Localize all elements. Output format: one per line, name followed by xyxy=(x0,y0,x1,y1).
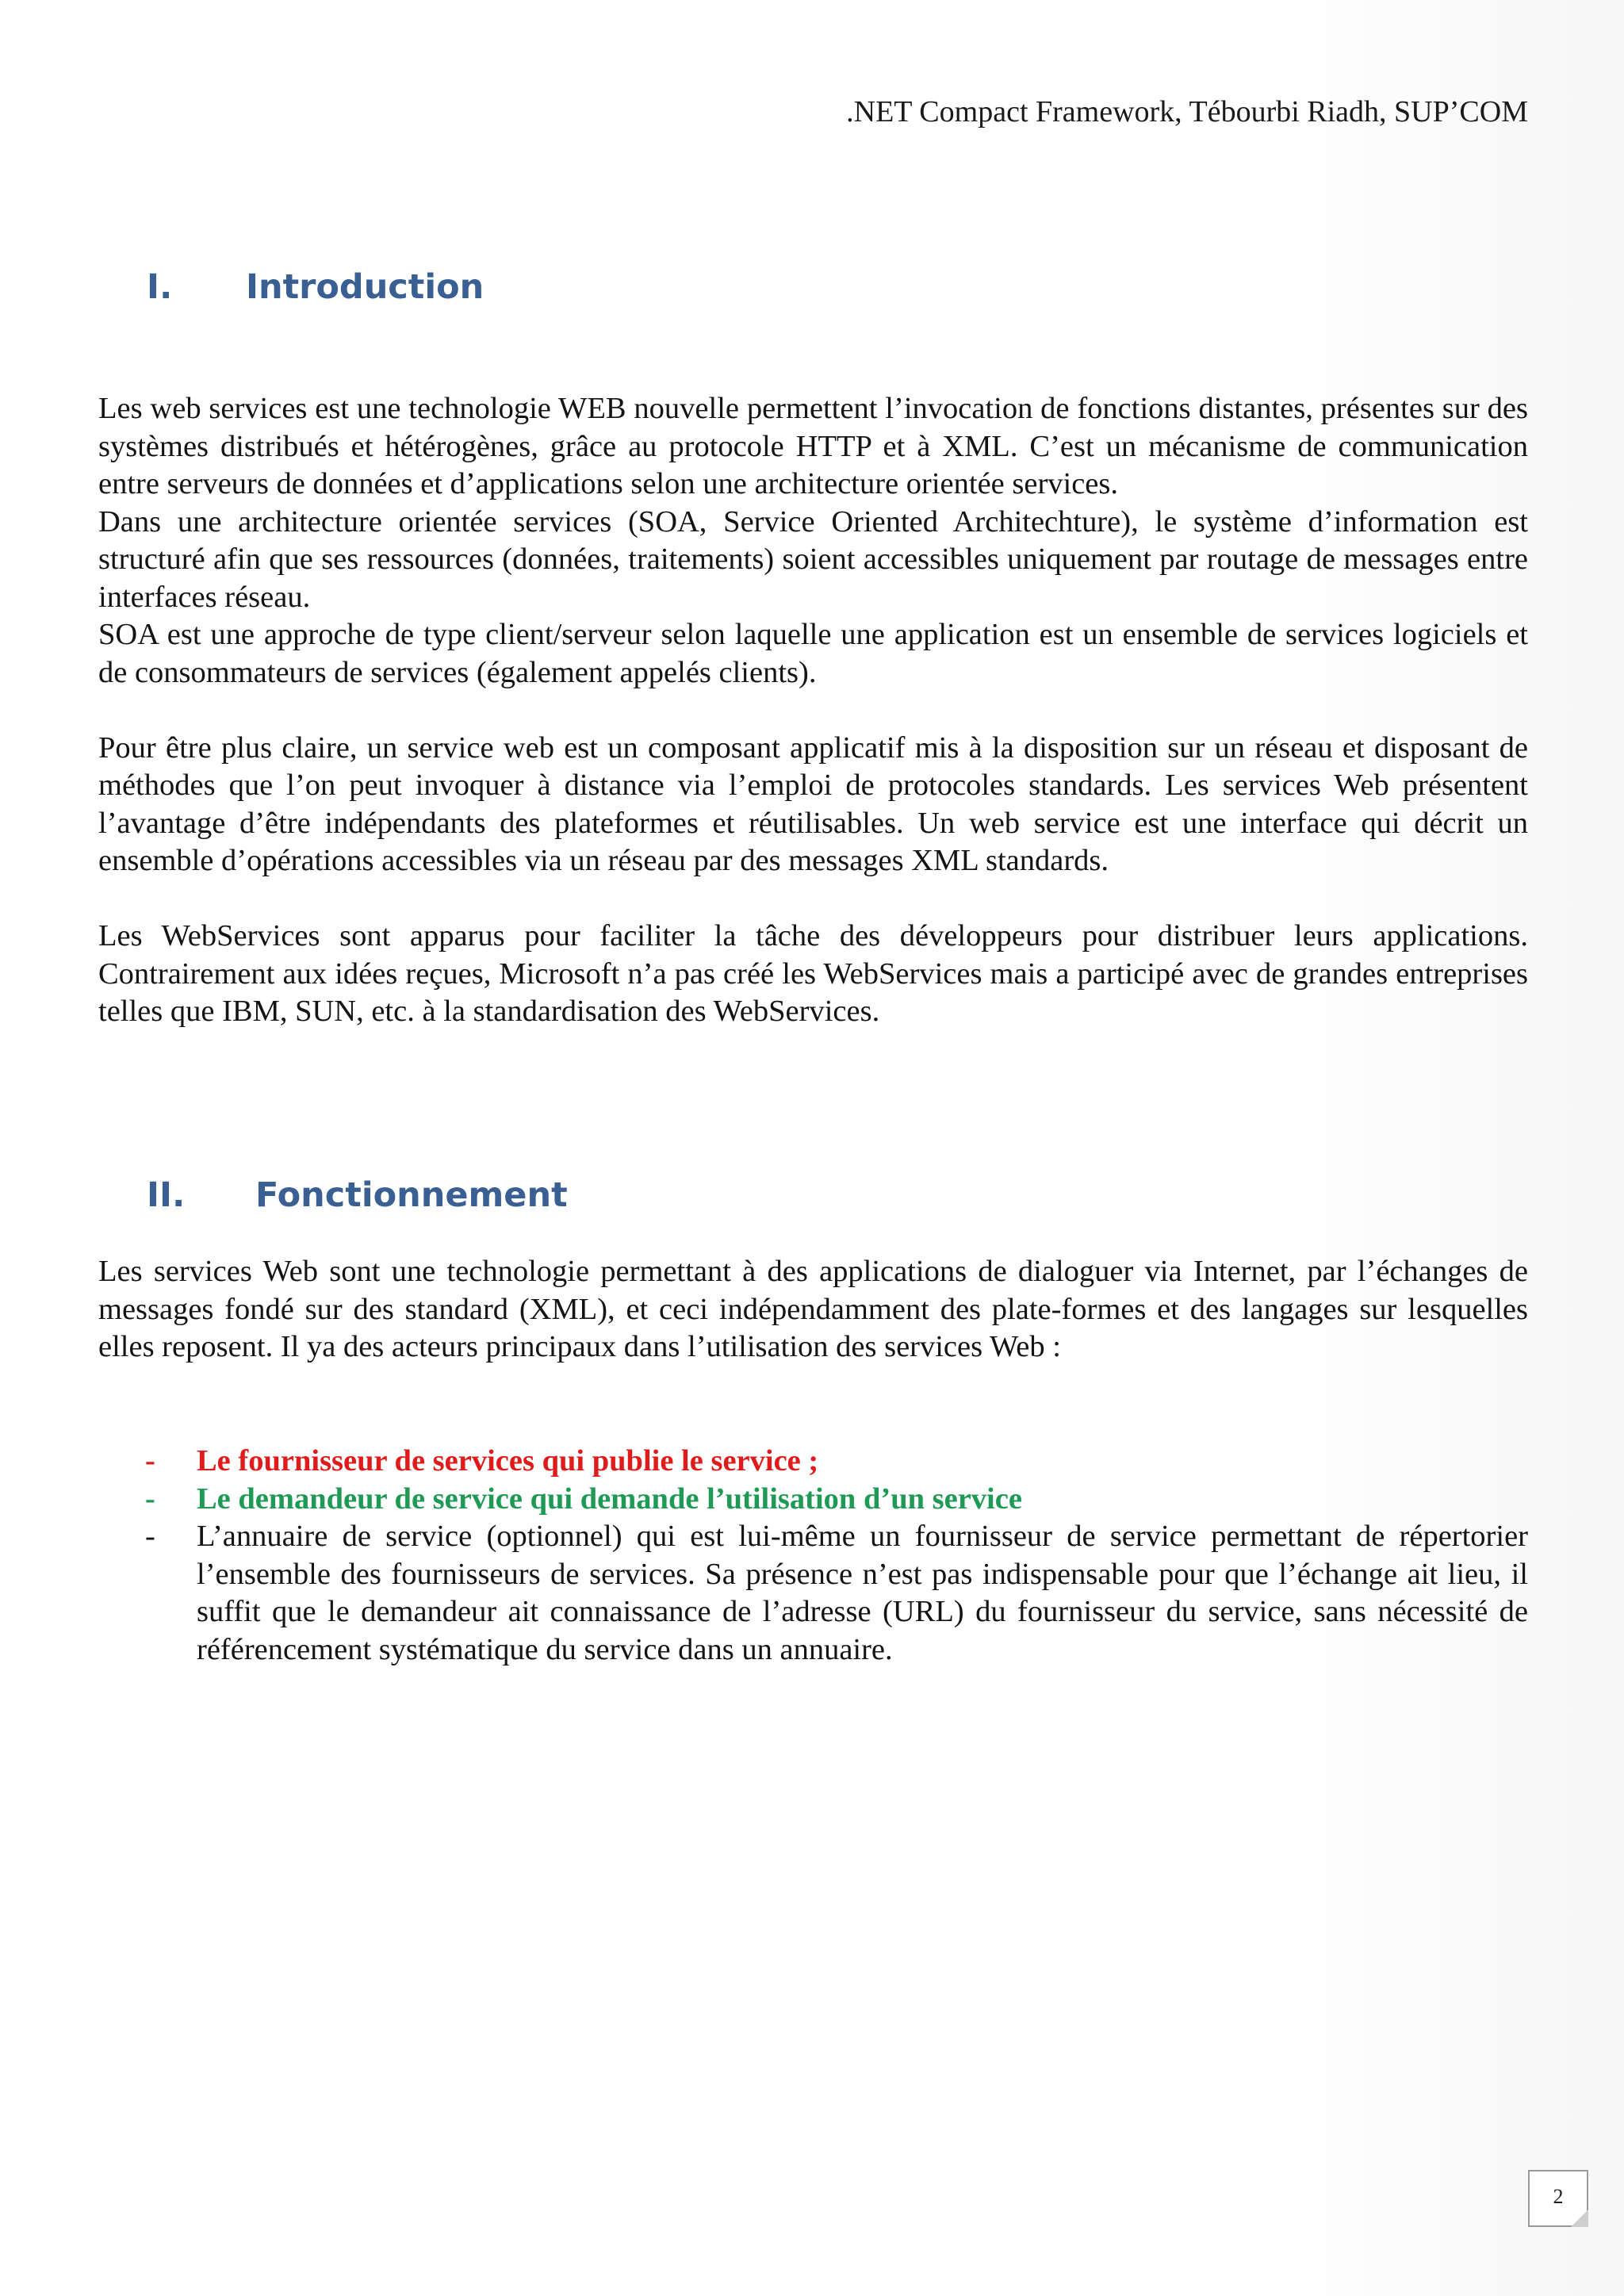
section-heading-fonctionnement xyxy=(147,1173,568,1217)
list-item-text: L’annuaire de service (optionnel) qui est lui-même un fournisseur de service permettant de répertorier l’ensemble des fournisseurs de services. Sa présence n’est pas indispensable pour que l’échange ait lieu, il suffit que le demandeur ait connaissance de l’adresse (URL) du fournisseur du service, sans nécessité de référencement systématique du service dans un annuaire. xyxy=(197,1520,1528,1666)
list-dash: - xyxy=(145,1481,155,1516)
paragraph: Les services Web sont une technologie permettant à des applications de dialoguer via Internet, par l’échanges de messages fondé sur des standard (XML), et ceci indépendamment des plate-formes et des langages sur lesquelles elles reposent. Il ya des acteurs principaux dans l’utilisation des services Web : xyxy=(98,1255,1528,1363)
list-item-text: Le demandeur de service qui demande l’utilisation d’un service xyxy=(197,1481,1022,1516)
list-dash: - xyxy=(145,1444,155,1478)
list-item-text: Le fournisseur de services qui publie le service ; xyxy=(197,1444,819,1478)
paragraph: Les web services est une technologie WEB nouvelle permettent l’invocation de fonctions distantes, présentes sur des systèmes distribués et hétérogènes, grâce au protocole HTTP et à XML. C’est un mécanisme de communication entre serveurs de données et d’applications selon une architecture orientée services. xyxy=(98,392,1528,500)
list-item xyxy=(145,1443,1528,1481)
paragraph: Pour être plus claire, un service web est un composant applicatif mis à la disposition sur un réseau et disposant de méthodes que l’on peut invoquer à distance via l’emploi de protocoles standards. Les services Web présentent l’avantage d’être indépendants des plateformes et réutilisables. Un web service est une interface qui décrit un ensemble d’opérations accessibles via un réseau par des messages XML standards. xyxy=(98,730,1528,877)
actors-list xyxy=(145,1443,1528,1669)
paragraph: SOA est une approche de type client/serveur selon laquelle une application est un ensemble de services logiciels et de consommateurs de services (également appelés clients). xyxy=(98,618,1528,689)
list-item xyxy=(145,1481,1528,1519)
section-title: Fonctionnement xyxy=(255,1175,568,1215)
list-dash: - xyxy=(145,1520,155,1553)
section-title: Introduction xyxy=(246,267,485,307)
list-item xyxy=(145,1518,1528,1669)
section-number: II. xyxy=(147,1175,186,1215)
section-heading-introduction xyxy=(147,265,484,309)
paragraph: Dans une architecture orientée services (SOA, Service Oriented Architechture), le système d’information est structuré afin que ses ressources (données, traitements) soient accessibles uniquement par routage de messages entre interfaces réseau. xyxy=(98,504,1528,614)
running-header: .NET Compact Framework, Tébourbi Riadh, SUP’COM xyxy=(846,95,1528,128)
section-number: I. xyxy=(147,267,173,307)
introduction-body xyxy=(98,390,1528,1031)
fonctionnement-body xyxy=(98,1253,1528,1366)
page-number-box xyxy=(1528,2170,1588,2227)
paragraph: Les WebServices sont apparus pour faciliter la tâche des développeurs pour distribuer leurs applications. Contrairement aux idées reçues, Microsoft n’a pas créé les WebServices mais a participé avec de grandes entreprises telles que IBM, SUN, etc. à la standardisation des WebServices. xyxy=(98,919,1528,1028)
page-number: 2 xyxy=(1553,2185,1564,2208)
page-curl-icon xyxy=(1571,2210,1588,2227)
